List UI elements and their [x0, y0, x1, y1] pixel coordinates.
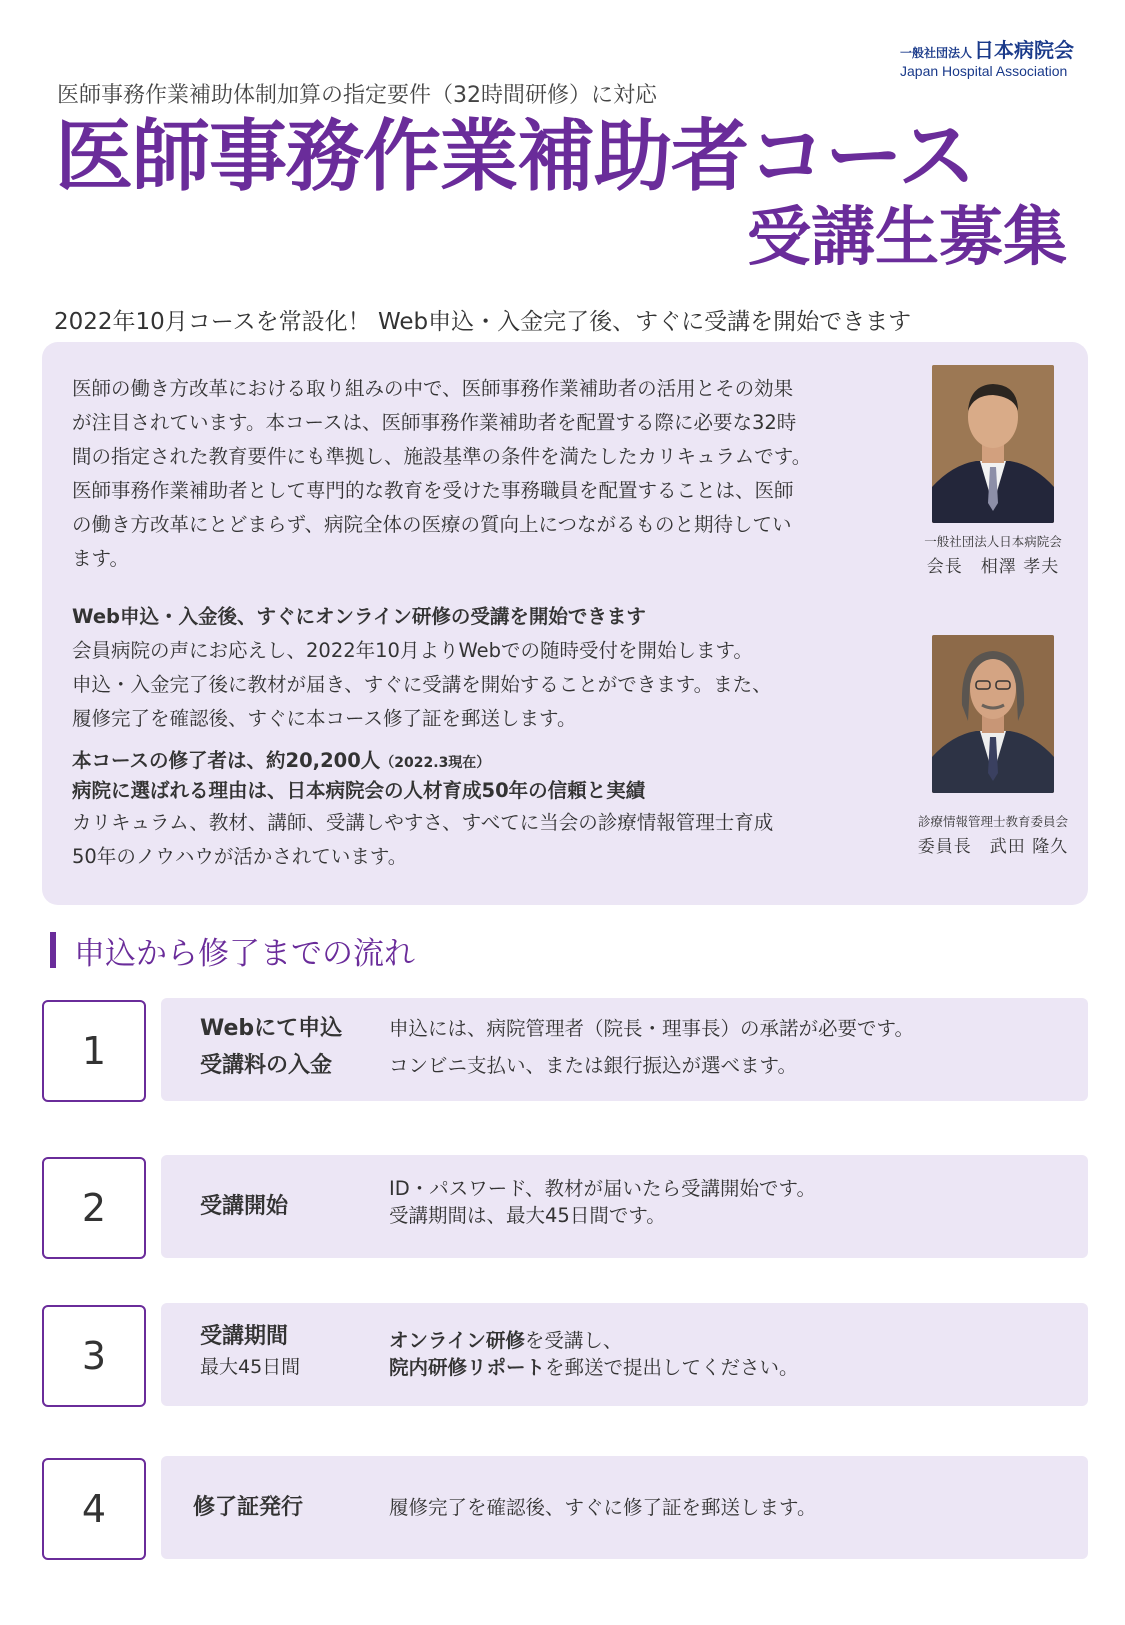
page-title-sub: 受講生募集	[747, 201, 1067, 275]
chairman-org: 診療情報管理士教育委員会	[917, 814, 1068, 829]
reason-paragraph: カリキュラム、教材、講師、受講しやすさ、すべてに当会の診療情報管理士育成 50年のノウハウが活かされています。	[72, 811, 774, 868]
president-org: 一般社団法人日本病院会	[924, 534, 1062, 549]
web-heading: Web申込・入金後、すぐにオンライン研修の受講を開始できます	[72, 605, 646, 628]
page-title: 医師事務作業補助者コース	[55, 112, 976, 202]
step-2-number: 2	[42, 1157, 146, 1259]
chairman-name: 委員長 武田 隆久	[917, 837, 1069, 857]
graduates-heading: 本コースの修了者は、約20,200人（2022.3現在） 病院に選ばれる理由は、日本病院会の人材育成50年の信頼と実績	[72, 749, 646, 802]
step-1-desc: 申込には、病院管理者（院長・理事長）の承諾が必要です。 コンビニ支払い、または銀行振込が選べます。	[389, 1017, 914, 1077]
president-photo	[932, 365, 1054, 523]
step-1-label: Webにて申込 受講料の入金	[200, 1016, 343, 1078]
step-4-number: 4	[42, 1458, 146, 1560]
step-2-label: 受講開始	[200, 1194, 289, 1219]
flow-title: 申込から修了までの流れ	[74, 936, 415, 972]
tagline: 2022年10月コースを常設化！ Web申込・入金完了後、すぐに受講を開始できます	[54, 309, 912, 335]
step-4-desc: 履修完了を確認後、すぐに修了証を郵送します。	[389, 1496, 817, 1519]
step-3-label: 受講期間 最大45日間	[200, 1324, 301, 1378]
president-name: 会長 相澤 孝夫	[926, 557, 1060, 577]
step-4-label: 修了証発行	[193, 1495, 304, 1520]
section-marker	[50, 932, 56, 968]
step-3-desc: オンライン研修を受講し、 院内研修リポートを郵送で提出してください。	[389, 1329, 799, 1379]
logo-jp: 一般社団法人 日本病院会	[900, 38, 1075, 62]
logo-en: Japan Hospital Association	[900, 63, 1068, 79]
page-subtitle: 医師事務作業補助体制加算の指定要件（32時間研修）に対応	[57, 83, 657, 108]
web-paragraph: 会員病院の声にお応えし、2022年10月よりWebでの随時受付を開始します。 申込・入金完了後に教材が届き、すぐに受講を開始することができます。また、 履修完了を確認後、すぐに本コース修了証を郵送します。	[72, 639, 772, 730]
chairman-photo	[932, 635, 1054, 793]
step-1-number: 1	[42, 1000, 146, 1102]
association-logo	[900, 34, 1090, 79]
intro-paragraph: 医師の働き方改革における取り組みの中で、医師事務作業補助者の活用とその効果 が注目されています。本コースは、医師事務作業補助者を配置する際に必要な32時 間の指定された教育要件にも準拠し、施設基準の条件を満たしたカリキュラムです。 医師事務作業補助者として専門的な教育を受けた事務職員を配置することは、医師 の働き方改革にとどまらず、病院全体の医療の質向上につながるものと期待してい ます。	[72, 377, 812, 570]
step-3-number: 3	[42, 1305, 146, 1407]
step-2-desc: ID・パスワード、教材が届いたら受講開始です。 受講期間は、最大45日間です。	[389, 1177, 816, 1227]
